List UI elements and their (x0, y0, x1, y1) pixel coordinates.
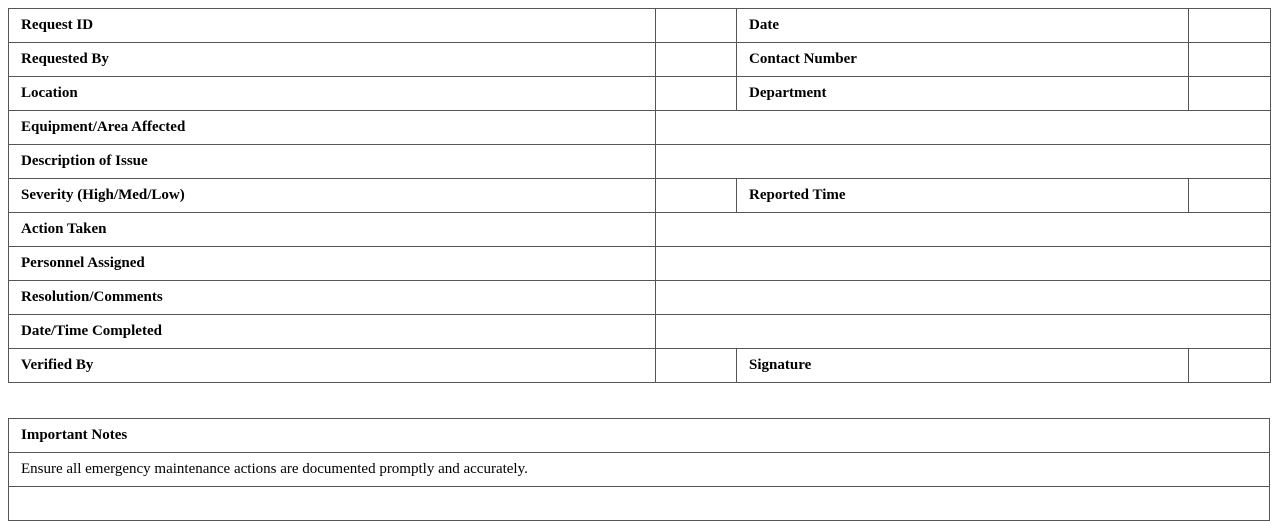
form-row-severity (9, 179, 1271, 213)
notes-item-cut-off (9, 487, 1270, 521)
form-row-equipment-area (9, 111, 1271, 145)
date-time-completed-field[interactable] (656, 315, 1271, 349)
description-field[interactable] (656, 145, 1271, 179)
verified-by-field[interactable] (656, 349, 737, 383)
form-row-action-taken (9, 213, 1271, 247)
equipment-area-field[interactable] (656, 111, 1271, 145)
form-row-location (9, 77, 1271, 111)
location-field[interactable] (656, 77, 737, 111)
verified-by-label: Verified By (9, 349, 656, 383)
contact-number-field[interactable] (1189, 43, 1271, 77)
severity-label: Severity (High/Med/Low) (9, 179, 656, 213)
form-row-date-time-completed (9, 315, 1271, 349)
requested-by-label: Requested By (9, 43, 656, 77)
form-row-requested-by (9, 43, 1271, 77)
notes-item-row (9, 453, 1270, 487)
date-field[interactable] (1189, 9, 1271, 43)
form-row-personnel-assigned (9, 247, 1271, 281)
signature-label: Signature (737, 349, 1189, 383)
notes-title: Important Notes (9, 419, 1270, 453)
description-label: Description of Issue (9, 145, 656, 179)
form-row-description (9, 145, 1271, 179)
reported-time-label: Reported Time (737, 179, 1189, 213)
date-time-completed-label: Date/Time Completed (9, 315, 656, 349)
action-taken-label: Action Taken (9, 213, 656, 247)
form-row-request-id (9, 9, 1271, 43)
department-label: Department (737, 77, 1189, 111)
personnel-assigned-field[interactable] (656, 247, 1271, 281)
department-field[interactable] (1189, 77, 1271, 111)
signature-field[interactable] (1189, 349, 1271, 383)
notes-item-row-partial (9, 487, 1270, 521)
date-label: Date (737, 9, 1189, 43)
reported-time-field[interactable] (1189, 179, 1271, 213)
location-label: Location (9, 77, 656, 111)
notes-item: Ensure all emergency maintenance actions are documented promptly and accurately. (9, 453, 1270, 487)
contact-number-label: Contact Number (737, 43, 1189, 77)
resolution-comments-label: Resolution/Comments (9, 281, 656, 315)
request-id-label: Request ID (9, 9, 656, 43)
request-id-field[interactable] (656, 9, 737, 43)
personnel-assigned-label: Personnel Assigned (9, 247, 656, 281)
equipment-area-label: Equipment/Area Affected (9, 111, 656, 145)
maintenance-request-form (8, 8, 1271, 383)
form-row-resolution-comments (9, 281, 1271, 315)
requested-by-field[interactable] (656, 43, 737, 77)
notes-header-row (9, 419, 1270, 453)
severity-field[interactable] (656, 179, 737, 213)
important-notes-table (8, 418, 1270, 521)
action-taken-field[interactable] (656, 213, 1271, 247)
form-row-verified-by (9, 349, 1271, 383)
resolution-comments-field[interactable] (656, 281, 1271, 315)
